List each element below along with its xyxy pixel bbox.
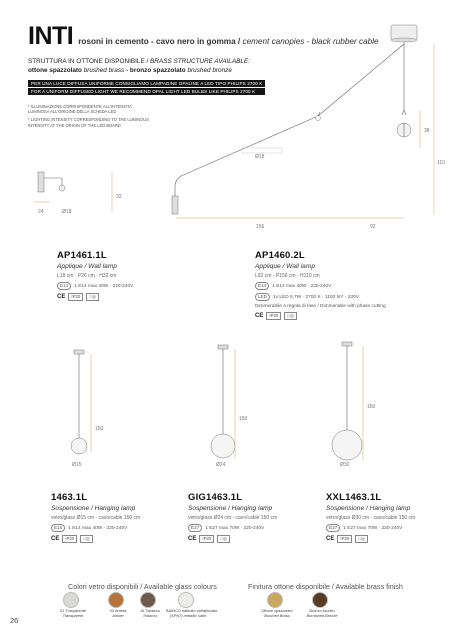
hanging-symbol-icon: □◎ (217, 535, 229, 543)
product-dimmable-note: Dimmerabile a regola di fase / Dimmerable with phase cutting (255, 304, 386, 309)
dim-24: 24 (38, 209, 44, 215)
dim-height-1: 150 (95, 426, 104, 432)
glass-colour-0-swatch (63, 592, 79, 608)
dim-height-3: 150 (367, 404, 376, 410)
product-name: Applique / Wall lamp (255, 263, 315, 270)
bulb-icon: E14 (51, 524, 65, 532)
product-name: Sospensione / Hanging lamp (188, 505, 273, 512)
dim-24-pendant: Ø24 (216, 462, 226, 468)
product-cert (255, 312, 386, 320)
subtitle-english: cement canopies - black rubber cable (242, 37, 379, 46)
glass-colour-2-swatch (140, 592, 156, 608)
hanging-symbol-icon: □◎ (284, 312, 296, 320)
product-cert (188, 535, 277, 543)
product-gig1463 (188, 492, 277, 543)
dim-110: 110 (437, 160, 445, 166)
product-code: AP1461.1L (57, 250, 107, 261)
product-name: Sospensione / Hanging lamp (51, 505, 136, 512)
product-cert (57, 293, 133, 301)
product-ap1460 (255, 250, 386, 320)
product-spec: E14 1 E14 max 40W · 220-240V (57, 282, 133, 290)
structure-finish-2-en: brushed bronze (187, 66, 232, 74)
product-name: Applique / Wall lamp (57, 263, 117, 270)
ce-mark-icon: CE (57, 294, 66, 300)
ceiling-canopy-icon (391, 25, 417, 42)
bulb-icon: E27 (326, 524, 340, 532)
ce-mark-icon: CE (188, 536, 197, 542)
product-cert (51, 535, 140, 543)
wall-lamp-drawing (0, 0, 452, 240)
product-ap1461 (57, 250, 133, 301)
glass-colour-2-label: 16 Tabacco Tobacco (140, 608, 160, 618)
dim-18-bottom: Ø18 (62, 209, 72, 215)
bulb-icon: E14 (255, 282, 269, 290)
pendant-small-icon (71, 350, 104, 468)
large-wall-lamp-icon (172, 42, 411, 214)
pendant-drawing (0, 340, 452, 480)
glass-colour-3-label: BIANCO satinato metallizzato (SPN7) metallic satin (166, 608, 218, 618)
product-xxl1463 (326, 492, 415, 543)
glass-colour-3-swatch (178, 592, 194, 608)
structure-line1-it: STRUTTURA IN OTTONE DISPONIBILE (28, 58, 145, 65)
dim-height-2: 150 (239, 416, 248, 422)
hanging-symbol-icon: □◎ (80, 535, 92, 543)
product-spec: E14 1 E14 max 40W · 220-240V (255, 282, 386, 290)
product-spec-led: LED 1x LED 8,7W · 2700 K · 1100 lm* · 230V (255, 293, 386, 301)
dim-15: Ø15 (72, 462, 82, 468)
notice-bar-italian: PER UNA LUCE DIFFUSA UNIFORME CONSIGLIAMO LAMPADINE OPALINE A LED TIPO PHILIPS 2700 K (28, 80, 265, 87)
product-spec: E14 1 E14 max 40W · 220-240V (51, 524, 140, 532)
ip-rating: IP20 (337, 535, 352, 543)
pendant-large-icon (332, 342, 376, 468)
product-name: Sospensione / Hanging lamp (326, 505, 411, 512)
product-spec: E27 1 E27 max 70W · 220-240V (326, 524, 415, 532)
ce-mark-icon: CE (255, 313, 264, 319)
bulb-icon: E14 (57, 282, 71, 290)
ip-rating: IP20 (68, 293, 83, 301)
glass-colours-heading: Colori vetro disponibili / Available glass colours (68, 582, 217, 591)
product-code: AP1460.2L (255, 250, 305, 261)
product-dimensions: L18 cm · P26 cm · H32 cm (57, 273, 117, 279)
hanging-symbol-icon: □◎ (86, 293, 98, 301)
dim-38: 38 (424, 128, 430, 134)
structure-line1-en: BRASS STRUCTURE AVAILABLE: (150, 58, 250, 65)
product-code: XXL1463.1L (326, 492, 382, 503)
brass-finish-heading: Finitura ottone disponibile / Available brass finish (248, 582, 403, 591)
dim-18-arm: Ø18 (255, 154, 265, 160)
dim-32: 32 (116, 194, 122, 200)
note-it-2: LUMINOSA ALL'ORIGINE DELLA SCHEDA LED (28, 109, 117, 115)
ip-rating: IP20 (62, 535, 77, 543)
structure-info: STRUTTURA IN OTTONE DISPONIBILE / BRASS STRUCTURE AVAILABLE: ottone spazzolato brushed brass - bronzo spazzolato brushed bronze (28, 58, 250, 74)
product-dimensions: vetro/glass Ø24 cm - cavo/cable 150 cm (188, 515, 278, 521)
product-spec: E27 1 E27 max 70W · 220-240V (188, 524, 277, 532)
hanging-symbol-icon: □◎ (355, 535, 367, 543)
ce-mark-icon: CE (51, 536, 60, 542)
ip-rating: IP20 (266, 312, 281, 320)
ip-rating: IP20 (199, 535, 214, 543)
glass-colour-1-swatch (108, 592, 124, 608)
note-en-2: INTENSITY AT THE ORIGIN OF THE LED BOARD (28, 122, 121, 128)
glass-colour-1-label: 03 Ambra Amber (109, 608, 127, 618)
note-it-1: * ILLUMINAZIONE CORRISPONDENTE ALL'INTENSITA (28, 104, 132, 109)
ce-mark-icon: CE (326, 536, 335, 542)
dim-30: Ø30 (340, 462, 350, 468)
brass-finish-0-label: Ottone spazzolato Brushed Brass (261, 608, 293, 618)
structure-finish-2: - bronzo spazzolato (126, 66, 186, 74)
brand-title: INTI (28, 22, 74, 50)
structure-finish-1-en: brushed brass (83, 66, 125, 74)
small-wall-lamp-icon (38, 172, 65, 192)
product-code: 1463.1L (51, 492, 88, 503)
product-dimensions: L92 cm · P156 cm · H110 cm (255, 273, 320, 279)
product-dimensions: vetro/glass Ø30 cm - cavo/cable 150 cm (326, 515, 416, 521)
notice-bar-english: FOR A UNIFORM DIFFUSED LIGHT WE RECOMMEND OPAL LIGHT LED BULBS LIKE PHILIPS 2700 K (28, 88, 265, 95)
product-code: GIG1463.1L (188, 492, 243, 503)
dim-156: 156 (256, 224, 265, 230)
bulb-icon: E27 (188, 524, 202, 532)
pendant-medium-icon (211, 345, 248, 468)
product-cert (326, 535, 415, 543)
product-1463 (51, 492, 140, 543)
brass-finish-1-swatch (312, 592, 328, 608)
dim-92: 92 (370, 224, 376, 230)
note-en-1: * LIGHTING INTENSITY CORRESPONDING TO THE LUMINOUS (28, 117, 149, 123)
led-icon: LED (255, 293, 270, 301)
page-number: 26 (10, 616, 19, 625)
structure-finish-1: ottone spazzolato (28, 66, 82, 74)
brass-finish-0-swatch (267, 592, 283, 608)
brass-finish-1-label: Bronzo brunito Burnished Bronze (306, 608, 338, 618)
product-dimensions: vetro/glass Ø15 cm - cavo/cable 150 cm (51, 515, 141, 521)
subtitle-italian: rosoni in cemento - cavo nero in gomma (78, 37, 236, 46)
glass-colour-0-label: 01 Trasparente Transparent (59, 608, 87, 618)
subtitle: rosoni in cemento - cavo nero in gomma / cement canopies - black rubber cable (78, 37, 379, 46)
